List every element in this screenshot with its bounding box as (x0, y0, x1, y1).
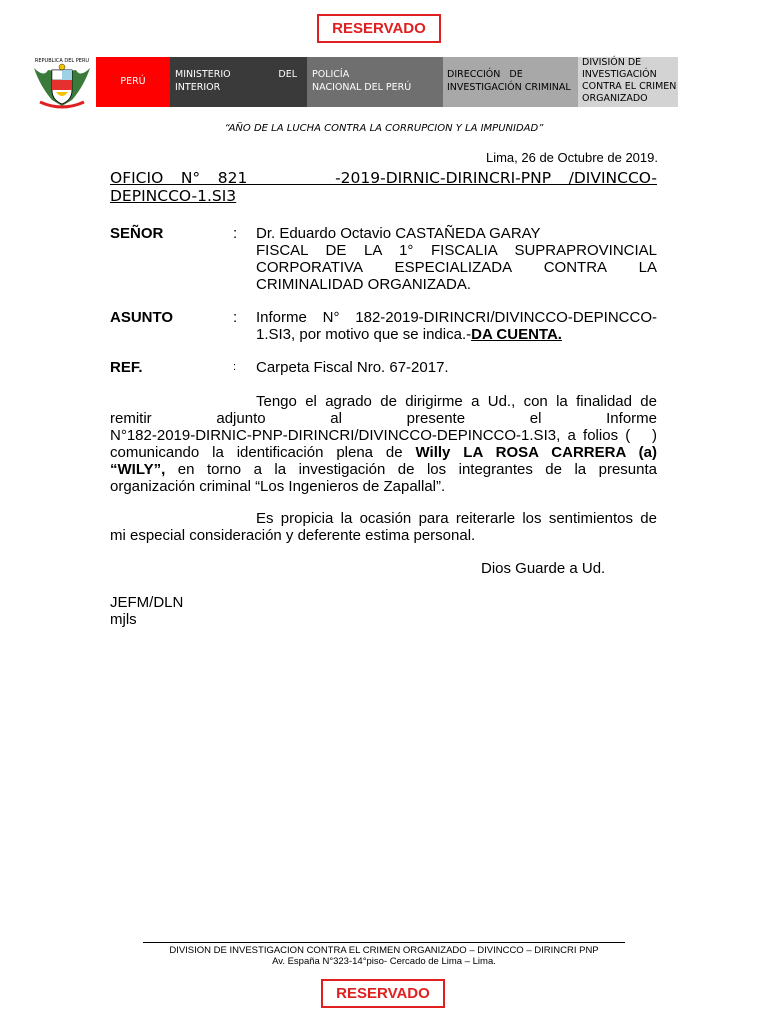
senor-line2: FISCAL DE LA 1° FISCALIA SUPRAPROVINCIAL (256, 242, 657, 259)
document-date: Lima, 26 de Octubre de 2019. (485, 150, 658, 165)
body-paragraph-1 (110, 393, 657, 495)
header-ministerio-band (170, 57, 307, 107)
header-ministerio-del: DEL (278, 69, 297, 80)
ref-value: Carpeta Fiscal Nro. 67-2017. (256, 359, 449, 376)
header-peru-band (96, 57, 170, 107)
footer-line2: Av. España N°323-14°piso- Cercado de Lima – Lima. (272, 956, 496, 967)
body-paragraph-2 (110, 510, 657, 544)
header-policia-line1: POLICÍA (312, 69, 350, 80)
header-direccion-line1: DIRECCIÓN DE (447, 69, 523, 80)
asunto-line1: Informe N° 182-2019-DIRINCRI/DIVINCCO-DEPINCCO- (256, 309, 657, 326)
senor-line1: Dr. Eduardo Octavio CASTAÑEDA GARAY (256, 225, 541, 242)
reservado-stamp-bottom: RESERVADO (321, 979, 445, 1008)
header-ministerio-line1: MINISTERIO (175, 69, 231, 80)
footer-divider (143, 942, 625, 943)
body-p1-line4-pre: comunicando la identificación plena de (110, 444, 416, 461)
oficio-line1: OFICIO N° 821 -2019-DIRNIC-DIRINCRI-PNP /DIVINCCO- (110, 169, 657, 187)
body-p2-line2: mi especial consideración y deferente estima personal. (110, 527, 476, 544)
footer-line1: DIVISION DE INVESTIGACION CONTRA EL CRIMEN ORGANIZADO – DIVINCCO – DIRINCRI PNP (169, 945, 599, 956)
senor-line4: CRIMINALIDAD ORGANIZADA. (256, 276, 472, 293)
header-division-band (578, 57, 678, 107)
header-policia-band (307, 57, 443, 107)
oficio-line2: DEPINCCO-1.SI3 (110, 187, 237, 205)
senor-colon: : (233, 225, 238, 242)
header-division-line4: ORGANIZADO (582, 93, 648, 104)
asunto-text (256, 309, 657, 343)
header-division-line2: INVESTIGACIÓN (582, 69, 657, 80)
subject-name: Willy LA ROSA CARRERA (a) (415, 444, 657, 461)
header-division-line1: DIVISIÓN DE (582, 57, 642, 68)
body-p1-line6: organización criminal “Los Ingenieros de Zapallal”. (110, 478, 446, 495)
reference-initials (110, 594, 183, 628)
header-policia-line2: NACIONAL DEL PERÚ (312, 82, 412, 93)
year-motto: “AÑO DE LA LUCHA CONTRA LA CORRUPCION Y LA IMPUNIDAD” (224, 123, 544, 134)
closing-salutation: Dios Guarde a Ud. (481, 560, 606, 577)
header-direccion-line2: INVESTIGACIÓN CRIMINAL (447, 82, 571, 93)
senor-line3: CORPORATIVA ESPECIALIZADA CONTRA LA (256, 259, 657, 276)
body-p1-line3: N°182-2019-DIRNIC-PNP-DIRINCRI/DIVINCCO-DEPINCCO-1.SI3, a folios ( ) (110, 427, 657, 444)
subject-alias: “WILY”, (110, 461, 166, 478)
asunto-colon: : (233, 309, 238, 326)
asunto-label: ASUNTO (110, 309, 174, 326)
peru-coat-of-arms-icon (30, 56, 94, 110)
initials-line1: JEFM/DLN (110, 594, 184, 611)
asunto-line2: 1.SI3, por motivo que se indica.- (256, 326, 472, 343)
ref-colon: : (233, 361, 237, 373)
header-division-line3: CONTRA EL CRIMEN (582, 81, 677, 92)
senor-addressee (256, 225, 657, 293)
header-direccion-band (443, 57, 578, 107)
header-peru-label: PERÚ (120, 76, 146, 87)
ref-label: REF. (110, 359, 143, 376)
asunto-emphasis: DA CUENTA. (471, 326, 562, 343)
body-p1-line2: remitir adjunto al presente el Informe (110, 410, 657, 427)
crest-caption: REPUBLICA DEL PERU (34, 58, 90, 64)
body-p1-line5-rest: en torno a la investigación de los integrantes de la presunta (165, 461, 657, 478)
header-ministerio-line2: INTERIOR (175, 82, 221, 93)
reservado-stamp-top: RESERVADO (317, 14, 441, 43)
oficio-number (110, 169, 657, 205)
senor-label: SEÑOR (110, 225, 164, 242)
body-p1-line1: Tengo el agrado de dirigirme a Ud., con la finalidad de (256, 393, 657, 410)
initials-line2: mjls (110, 611, 137, 628)
body-p2-line1: Es propicia la ocasión para reiterarle los sentimientos de (256, 510, 657, 527)
